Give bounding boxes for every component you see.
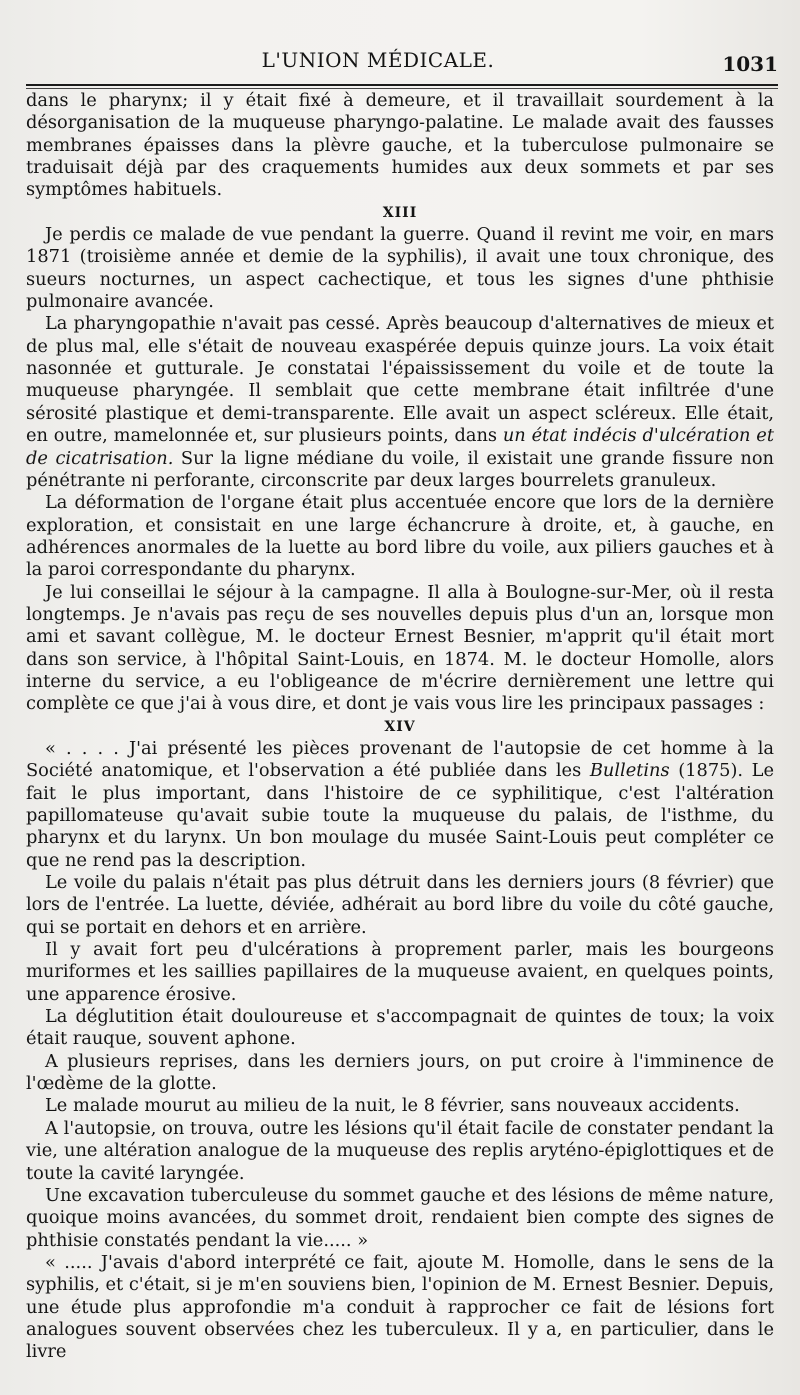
italic-phrase: Bulletins: [589, 760, 670, 782]
paragraph-text: « . . . . J'ai présenté les pièces provenant de l'autopsie de cet homme à la Société anatomique, et l'observation a été publiée dans les: [26, 737, 774, 782]
paragraph: Le malade mourut au milieu de la nuit, le 8 février, sans nouveaux accidents.: [45, 1095, 740, 1117]
paragraph-text: La pharyngopathie n'avait pas cessé. Après beaucoup d'alternatives de mieux et de plus mal, elle s'était de nouveau exaspérée depuis quinze jours. La voix était nasonnée et gutturale. Je constatai l'épaississement du voile et de toute la muqueuse pharyngée. Il semblait que cette membrane était infiltrée d'une sérosité plastique et demi-transparente. Elle avait un aspect scléreux. Elle était, en outre, mamelonnée et, sur plusieurs points, dans: [26, 313, 774, 447]
paragraph: Le voile du palais n'était pas plus détruit dans les derniers jours (8 février) que lors de l'entrée. La luette, déviée, adhérait au bord libre du voile du côté gauche, qui se portait en dehors et en arrière.: [26, 872, 774, 938]
paragraph: [26, 738, 774, 872]
section-heading: XIV: [384, 718, 416, 735]
paragraph-text: (1875). Le fait le plus important, dans l'histoire de ce syphilitique, c'est l'altération papillomateuse qu'avait subie toute la muqueuse du palais, de l'isthme, du pharynx et du larynx. Un bon moulage du musée Saint-Louis peut compléter ce que ne rend pas la description.: [26, 760, 774, 871]
paragraph: Une excavation tuberculeuse du sommet gauche et des lésions de même nature, quoique moins avancées, du sommet droit, rendaient bien compte des signes de phthisie constatés pendant la vie..... »: [26, 1184, 774, 1251]
paragraph: La déglutition était douloureuse et s'accompagnait de quintes de toux; la voix était rauque, souvent aphone.: [26, 1006, 774, 1050]
header-rule: [26, 84, 778, 89]
paragraph: La déformation de l'organe était plus accentuée encore que lors de la dernière exploration, et consistait en une large échancrure à droite, et, à gauche, en adhérences anormales de la luette au bord libre du voile, aux piliers gauches et à la paroi correspondante du pharynx.: [26, 492, 774, 581]
paragraph: A plusieurs reprises, dans les derniers jours, on put croire à l'imminence de l'œdème de la glotte.: [26, 1050, 774, 1095]
paragraph: « ..... J'avais d'abord interprété ce fait, ajoute M. Homolle, dans le sens de la syphilis, et c'était, si je m'en souviens bien, l'opinion de M. Ernest Besnier. Depuis, une étude plus approfondie m'a conduit à rapprocher ce fait de lésions fort analogues souvent observées chez les tuberculeux. Il y a, en particulier, dans le livre: [26, 1251, 774, 1363]
paragraph: dans le pharynx; il y était fixé à demeure, et il travaillait sourdement à la désorganisation de la muqueuse pharyngo-palatine. Le malade avait des fausses membranes épaisses dans la plèvre gauche, et la tuberculose pulmonaire se traduisait déjà par des craquements humides aux deux sommets et par ses symptômes habituels.: [26, 90, 774, 201]
body-text: [26, 90, 774, 1364]
page-header: [26, 40, 778, 84]
section-heading: XIII: [382, 204, 418, 221]
running-title: L'UNION MÉDICALE.: [261, 48, 495, 72]
paragraph: A l'autopsie, on trouva, outre les lésions qu'il était facile de constater pendant la vie, une altération analogue de la muqueuse des replis aryténo-épiglottiques et de toute la cavité laryngée.: [26, 1117, 774, 1184]
paragraph: Il y avait fort peu d'ulcérations à proprement parler, mais les bourgeons muriformes et les saillies papillaires de la muqueuse avaient, en quelques points, une apparence érosive.: [26, 939, 774, 1005]
paragraph: Je lui conseillai le séjour à la campagne. Il alla à Boulogne-sur-Mer, où il resta longtemps. Je n'avais pas reçu de ses nouvelles depuis plus d'un an, lorsque mon ami et savant collègue, M. le docteur Ernest Besnier, m'apprit qu'il était mort dans son service, à l'hôpital Saint-Louis, en 1874. M. le docteur Homolle, alors interne du service, a eu l'obligeance de m'écrire dernièrement une lettre qui complète ce que j'ai à vous dire, et dont je vais vous lire les principaux passages :: [26, 581, 774, 715]
paragraph: [26, 313, 774, 492]
paragraph-text: Sur la ligne médiane du voile, il existait une grande fissure non pénétrante ni perforante, circonscrite par deux larges bourrelets granuleux.: [26, 447, 774, 491]
italic-phrase: un état indécis d'ulcération et de cicatrisation.: [26, 425, 774, 469]
paragraph: Je perdis ce malade de vue pendant la guerre. Quand il revint me voir, en mars 1871 (troisième année et demie de la syphilis), il avait une toux chronique, des sueurs nocturnes, un aspect cachectique, et tous les signes d'une phthisie pulmonaire avancée.: [26, 224, 774, 313]
page-number: 1031: [722, 52, 778, 76]
